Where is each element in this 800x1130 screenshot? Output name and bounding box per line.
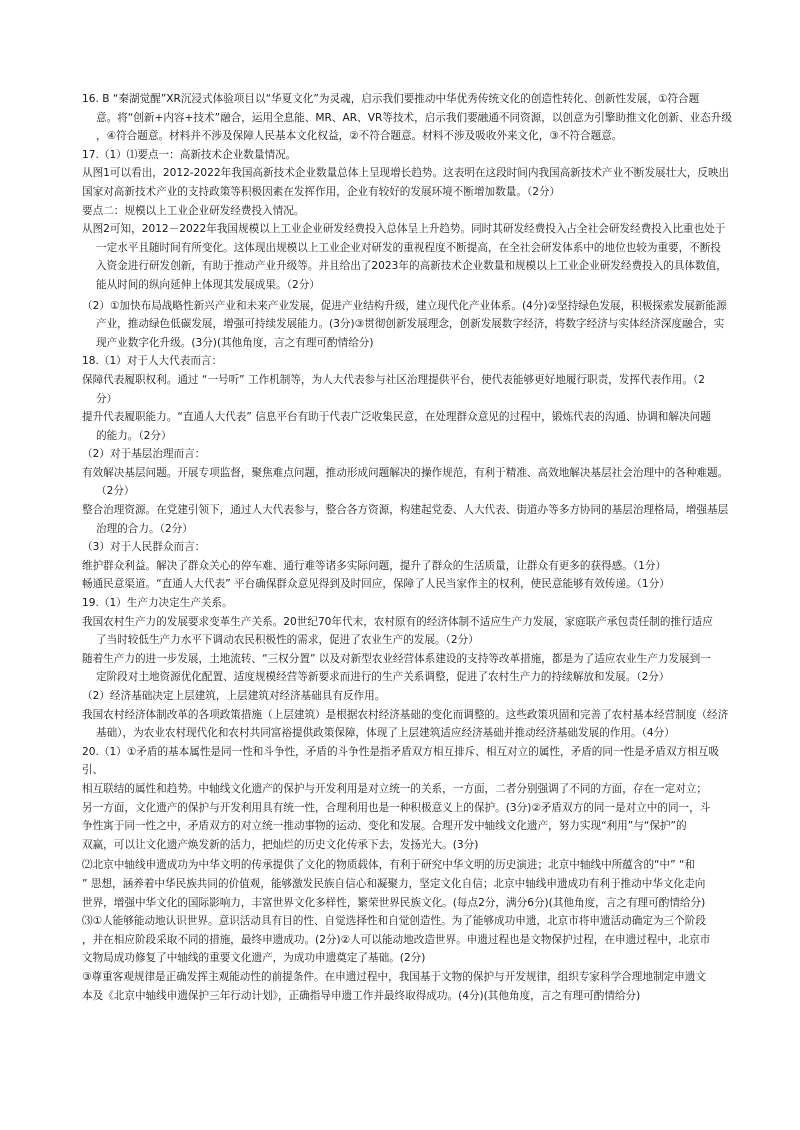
q17-line: 入资金进行研发创新，有助于推动产业升级等。并且给出了2023年的高新技术企业数量和规模以上工业企业研发经费投入的具体数值， — [96, 260, 727, 273]
q20-line: 20.（1）①矛盾的基本属性是同一性和斗争性，矛盾的斗争性是指矛盾双方相互排斥、相互对立的属性，矛盾的同一性是矛盾双方相互吸引、 — [82, 745, 719, 777]
q20-line: 相互联结的属性和趋势。中轴线文化遗产的保护与开发利用是对立统一的关系，一方面，二者分别强调了不同的方面，存在一定对立； — [82, 782, 708, 795]
q17-line: 现产业数字化升级。(3分)(其他角度，言之有理可酌情给分) — [96, 336, 374, 349]
q20-line: ③尊重客观规律是正确发挥主观能动性的前提条件。在申遗过程中，我国基于文物的保护与开发规律，组织专家科学合理地制定申遗文 — [82, 970, 706, 983]
q20-line: 世界，增强中华文化的国际影响力，丰富世界文化多样性，繁荣世界民族文化。(每点2分，满分6分)(其他角度，言之有理可酌情给分) — [82, 896, 706, 909]
q19-line: 基础），为农业农村现代化和农村共同富裕提供政策保障，体现了上层建筑适应经济基础并推动经济基础发展的作用。（4分） — [96, 727, 675, 740]
q18-line: 维护群众利益。解决了群众关心的停车难、通行难等诸多实际问题，提升了群众的生活质量，让群众有更多的获得感。（1分） — [82, 559, 667, 572]
q17-point-heading: 要点二：规模以上工业企业研发经费投入情况。 — [82, 204, 305, 217]
q17-line: 产业，推动绿色低碳发展，增强可持续发展能力。(3分)③贯彻创新发展理念，创新发展数字经济，将数字经济与实体经济深度融合，实 — [96, 318, 725, 331]
q18-line: （2分） — [96, 485, 135, 498]
q19-heading: 19.（1）生产力决定生产关系。 — [82, 597, 233, 610]
answer-text — [82, 90, 732, 1005]
q16-line: 意。将“创新+内容+技术”融合，运用全息能、MR、AR、VR等技术，启示我们要融通不同资源，以创意为引擎助推文化创新、业态升级 — [96, 111, 732, 124]
q18-heading: 18.（1）对于人大代表而言： — [82, 355, 223, 368]
q20-line: 争性寓于同一性之中，矛盾双方的对立统一推动事物的运动、变化和发展。合理开发中轴线文化遗产，努力实现“利用”与“保护”的 — [82, 820, 687, 833]
q19-line: 了当时较低生产力水平下调动农民积极性的需求，促进了农业生产的发展。（2分） — [96, 634, 479, 647]
q18-line: 整合治理资源。在党建引领下，通过人大代表参与，整合各方资源，构建起党委、人大代表、街道办等多方协同的基层治理格局，增强基层 — [82, 504, 729, 517]
q20-line: ⑶①人能够能动地认识世界。意识活动具有目的性、自觉选择性和自觉创造性。为了能够成功申遗，北京市将申遗活动确定为三个阶段 — [82, 915, 706, 928]
q18-line: 提升代表履职能力。“直通人大代表” 信息平台有助于代表广泛收集民意，在处理群众意见的过程中，锻炼代表的沟通、协调和解决问题 — [82, 411, 711, 424]
q17-line: 从图1可以看出，2012-2022年我国高新技术企业数量总体上呈现增长趋势。这表明在这段时间内我国高新技术产业不断发展壮大，反映出 — [82, 167, 730, 180]
q18-line: 畅通民意渠道。“直通人大代表” 平台确保群众意见得到及时回应，保障了人民当家作主的权利，使民意能够有效传递。（1分） — [82, 578, 670, 591]
q20-line: 文物局成功修复了中轴线的重要文化遗产，为成功申遗奠定了基础。(2分) — [82, 952, 426, 965]
q16-line: 16. B “秦湖觉醒”XR沉浸式体验项目以“华夏文化”为灵魂，启示我们要推动中华优秀传统文化的创造性转化、创新性发展，①符合题 — [82, 93, 700, 105]
q17-line: 从图2可知，2012－2022年我国规模以上工业企业研发经费投入总体呈上升趋势。同时其研发经费投入占全社会研发经费投入比重也处于 — [82, 223, 726, 236]
q18-line: 分） — [96, 392, 118, 405]
q17-line: 一定水平且随时间有所变化。这体现出规模以上工业企业对研发的重视程度不断提高，在全社会研发体系中的地位也较为重要，不断投 — [96, 241, 722, 254]
q20-line: 另一方面，文化遗产的保护与开发利用具有统一性，合理利用也是一种积极意义上的保护。(3分)②矛盾双方的同一是对立中的同一，斗 — [82, 801, 711, 814]
q18-subheading: （3）对于人民群众而言： — [82, 541, 206, 554]
q18-subheading: （2）对于基层治理而言： — [82, 448, 206, 461]
q20-line: ，并在相应阶段采取不同的措施，最终申遗成功。(2分)②人可以能动地改造世界。申遗过程也是文物保护过程，在申遗过程中，北京市 — [82, 933, 711, 946]
q18-line: 有效解决基层问题。开展专项监督，聚焦难点问题，推动形成问题解决的操作规范，有利于精准、高效地解决基层社会治理中的各种难题。 — [82, 466, 729, 479]
q17-line: 能从时间的纵向延伸上体现其发展成果。（2分） — [96, 278, 320, 291]
q17-line: （2）①加快布局战略性新兴产业和未来产业发展，促进产业结构升级，建立现代化产业体系。(4分)②坚持绿色发展，积极探索发展新能源 — [82, 299, 727, 312]
q19-line: 我国农村经济体制改革的各项政策措施（上层建筑）是根据农村经济基础的变化而调整的。这些政策巩固和完善了农村基本经营制度（经济 — [82, 708, 729, 721]
q20-line: 本及《北京中轴线申遗保护三年行动计划》，正确指导申遗工作并最终取得成功。(4分)(其他角度，言之有理可酌情给分) — [82, 989, 641, 1002]
q19-line: 随着生产力的进一步发展，土地流转、“三权分置” 以及对新型农业经营体系建设的支持等改革措施，都是为了适应农业生产力发展到一 — [82, 652, 711, 665]
q17-line: 国家对高新技术产业的支持政策等积极因素在发挥作用，企业有较好的发展环境不断增加数量。（2分） — [82, 185, 561, 198]
q18-line: 治理的合力。（2分） — [96, 522, 193, 535]
q20-line: ” 思想，涵养着中华民族共同的价值观，能够激发民族自信心和凝聚力，坚定文化自信；北京中轴线申遗成功有利于推动中华文化走向 — [82, 877, 706, 890]
q17-heading: 17.（1）⑴要点一：高新技术企业数量情况。 — [82, 148, 297, 161]
q18-line: 保障代表履职权利。通过 “一号听” 工作机制等，为人大代表参与社区治理提供平台，使代表能够更好地履行职责，发挥代表作用。（2 — [82, 373, 705, 386]
q16-line: ，④符合题意。材料并不涉及保障人民基本文化权益，②不符合题意。材料不涉及吸收外来文化，③不符合题意。 — [96, 130, 623, 143]
q19-subheading: （2）经济基础决定上层建筑，上层建筑对经济基础具有反作用。 — [82, 690, 386, 702]
q19-line: 定阶段对土地资源优化配置、适度规模经营等新要求而进行的生产关系调整，促进了农村生产力的持续解放和发展。（2分） — [96, 671, 670, 684]
q20-line: 双赢，可以让文化遗产焕发新的活力，把灿烂的历史文化传承下去，发扬光大。(3分) — [82, 838, 479, 851]
q18-line: 的能力。（2分） — [96, 429, 172, 442]
q19-line: 我国农村生产力的发展要求变革生产关系。20世纪70年代末，农村原有的经济体制不适应生产力发展，家庭联产承包责任制的推行适应 — [82, 615, 713, 628]
q20-line: ⑵北京中轴线申遗成功为中华文明的传承提供了文化的物质载体，有利于研究中华文明的历史演进；北京中轴线中所蕴含的“中” “和 — [82, 859, 696, 872]
